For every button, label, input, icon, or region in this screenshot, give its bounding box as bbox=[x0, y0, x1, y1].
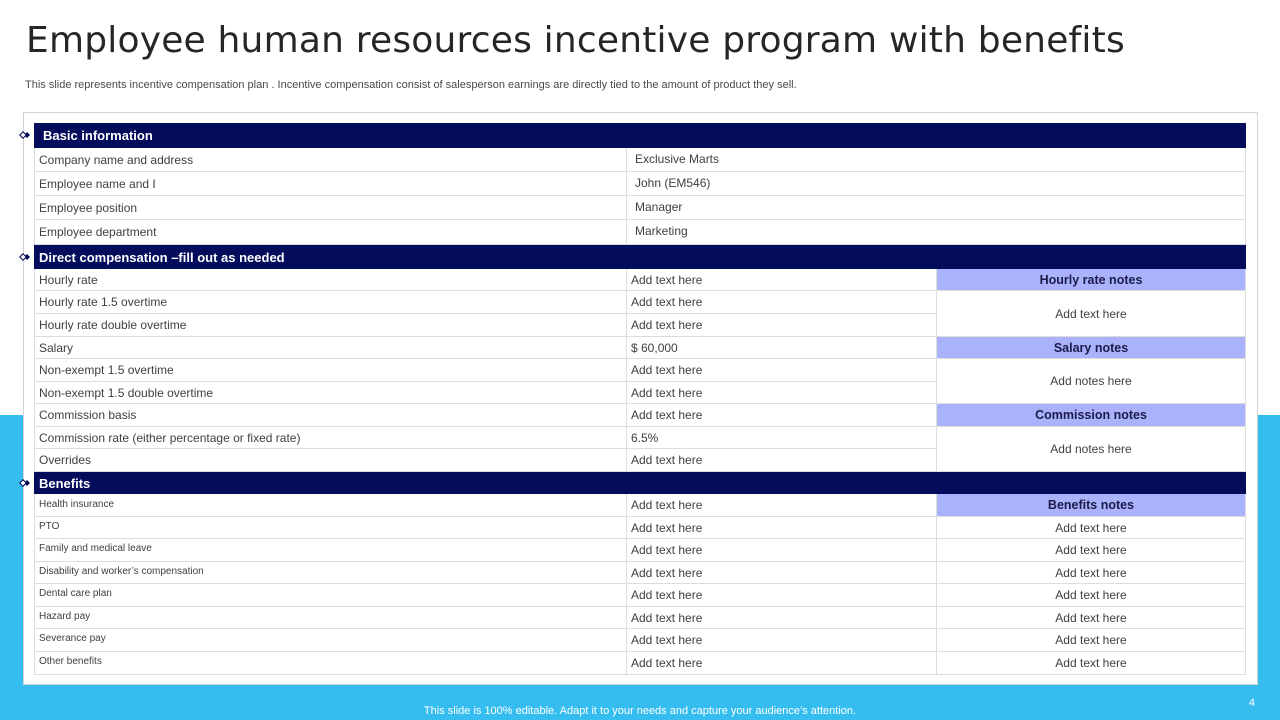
table-row bbox=[34, 584, 1246, 607]
section-heading: Basic information bbox=[43, 128, 153, 143]
row-value: Add text here bbox=[626, 449, 936, 472]
row-label: PTO bbox=[34, 517, 626, 539]
row-label: Non-exempt 1.5 overtime bbox=[34, 359, 626, 382]
row-label: Employee name and I bbox=[34, 172, 626, 196]
table-row bbox=[34, 494, 1246, 517]
row-label: Salary bbox=[34, 337, 626, 359]
section-basic-information bbox=[34, 123, 1246, 148]
benefits-notes-header: Benefits notes bbox=[936, 494, 1246, 517]
row-value: $ 60,000 bbox=[626, 337, 936, 359]
table-row bbox=[34, 172, 1246, 196]
row-note: Add text here bbox=[936, 652, 1246, 675]
row-label: Family and medical leave bbox=[34, 539, 626, 562]
row-value: Add text here bbox=[626, 539, 936, 562]
row-label: Hourly rate bbox=[34, 269, 626, 291]
hourly-rate-notes-header: Hourly rate notes bbox=[936, 269, 1246, 291]
hourly-rate-notes-body: Add text here bbox=[936, 291, 1246, 337]
row-label: Hourly rate 1.5 overtime bbox=[34, 291, 626, 314]
salary-notes-header: Salary notes bbox=[936, 337, 1246, 359]
row-value: Add text here bbox=[626, 494, 936, 517]
row-value: Add text here bbox=[626, 629, 936, 652]
row-value: Add text here bbox=[626, 269, 936, 291]
row-note: Add text here bbox=[936, 562, 1246, 584]
row-value: Marketing bbox=[626, 220, 1246, 245]
row-label: Overrides bbox=[34, 449, 626, 472]
row-note: Add text here bbox=[936, 517, 1246, 539]
row-note: Add text here bbox=[936, 629, 1246, 652]
footer-note: This slide is 100% editable. Adapt it to your needs and capture your audience’s attention. bbox=[423, 705, 857, 717]
row-value: Add text here bbox=[626, 359, 936, 382]
row-value: Add text here bbox=[626, 562, 936, 584]
page-subtitle: This slide represents incentive compensation plan . Incentive compensation consist of salesperson earnings are directly tied to the amount of product they sell. bbox=[25, 79, 797, 91]
row-value: John (EM546) bbox=[626, 172, 1246, 196]
table-row bbox=[34, 517, 1246, 539]
section-direct-compensation bbox=[34, 245, 1246, 269]
row-label: Commission basis bbox=[34, 404, 626, 427]
row-label: Other benefits bbox=[34, 652, 626, 675]
section-bullet-icon bbox=[18, 130, 32, 140]
row-note: Add text here bbox=[936, 539, 1246, 562]
row-label: Disability and worker’s compensation bbox=[34, 562, 626, 584]
row-value: Exclusive Marts bbox=[626, 148, 1246, 172]
table-row bbox=[34, 337, 1246, 359]
row-note: Add text here bbox=[936, 607, 1246, 629]
row-note: Add text here bbox=[936, 584, 1246, 607]
table-row bbox=[34, 148, 1246, 172]
page-title: Employee human resources incentive program with benefits bbox=[26, 20, 1125, 61]
section-bullet-icon bbox=[18, 252, 32, 262]
row-label: Employee position bbox=[34, 196, 626, 220]
section-heading: Direct compensation –fill out as needed bbox=[39, 249, 285, 265]
row-value: Add text here bbox=[626, 404, 936, 427]
salary-notes-body: Add notes here bbox=[936, 359, 1246, 404]
row-value: Manager bbox=[626, 196, 1246, 220]
row-label: Non-exempt 1.5 double overtime bbox=[34, 382, 626, 404]
row-label: Dental care plan bbox=[34, 584, 626, 607]
table-row bbox=[34, 607, 1246, 629]
row-label: Health insurance bbox=[34, 494, 626, 517]
row-label: Commission rate (either percentage or fixed rate) bbox=[34, 427, 626, 449]
table-row bbox=[34, 269, 1246, 291]
table-row bbox=[34, 629, 1246, 652]
row-value: Add text here bbox=[626, 314, 936, 337]
table-row bbox=[34, 404, 1246, 427]
table-row bbox=[34, 539, 1246, 562]
page-number: 4 bbox=[1248, 697, 1255, 709]
row-value: 6.5% bbox=[626, 427, 936, 449]
row-value: Add text here bbox=[626, 382, 936, 404]
table-row bbox=[34, 220, 1246, 245]
row-value: Add text here bbox=[626, 607, 936, 629]
row-label: Company name and address bbox=[34, 148, 626, 172]
row-value: Add text here bbox=[626, 291, 936, 314]
row-label: Severance pay bbox=[34, 629, 626, 652]
row-label: Employee department bbox=[34, 220, 626, 245]
row-label: Hazard pay bbox=[34, 607, 626, 629]
section-bullet-icon bbox=[18, 478, 32, 488]
section-benefits bbox=[34, 472, 1246, 494]
section-heading: Benefits bbox=[39, 475, 91, 491]
table-row bbox=[34, 652, 1246, 675]
commission-notes-body: Add notes here bbox=[936, 427, 1246, 472]
commission-notes-header: Commission notes bbox=[936, 404, 1246, 427]
row-value: Add text here bbox=[626, 584, 936, 607]
row-value: Add text here bbox=[626, 652, 936, 675]
table-row bbox=[34, 196, 1246, 220]
row-value: Add text here bbox=[626, 517, 936, 539]
table-row bbox=[34, 562, 1246, 584]
row-label: Hourly rate double overtime bbox=[34, 314, 626, 337]
